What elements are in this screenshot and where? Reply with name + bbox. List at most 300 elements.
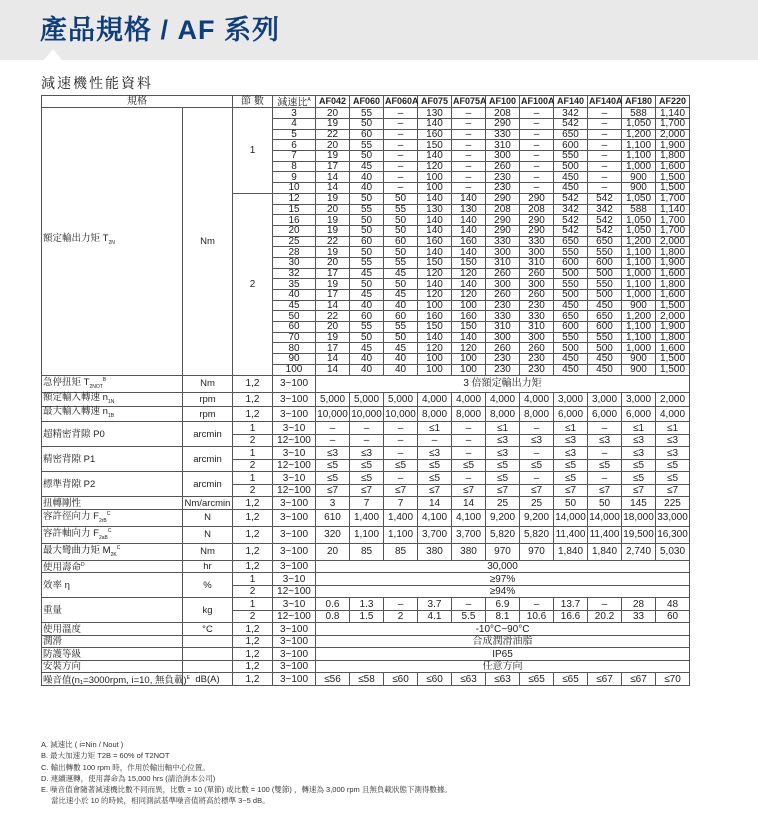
- value-cell-af100a: –: [520, 598, 554, 611]
- ratio-cell: 12~100: [273, 484, 316, 497]
- header-model-af075: AF075: [418, 96, 452, 108]
- value-cell-af075a: 5.5: [452, 610, 486, 623]
- spec-label-subscript: 2K: [110, 551, 117, 558]
- value-cell-af140a: 500: [588, 343, 622, 354]
- value-cell-af100: 300: [486, 279, 520, 290]
- value-cell-af042: 14: [316, 183, 350, 194]
- value-cell-af220: 1,600: [656, 161, 690, 172]
- value-cell-af100a: –: [520, 472, 554, 485]
- value-cell-af060: ≤58: [350, 673, 384, 686]
- spec-label-text: 額定輸出力矩 T: [43, 233, 109, 245]
- value-cell-af180: ≤7: [622, 484, 656, 497]
- spec-label: [42, 509, 183, 526]
- value-cell-af060: 10,000: [351, 408, 382, 420]
- value-cell-af180: 1,100: [622, 332, 656, 343]
- value-cell-af100: 230: [486, 183, 520, 194]
- value-cell-af180: 1,100: [622, 257, 656, 268]
- value-cell-af180: 145: [622, 497, 656, 510]
- value-cell-af220: 2,000: [656, 236, 690, 247]
- spec-unit: Nm/arcmin: [183, 497, 233, 510]
- spec-label-text: 防護等級: [43, 648, 82, 660]
- value-cell-af042: 20: [316, 257, 350, 268]
- value-cell-af140a: 650: [588, 236, 622, 247]
- value-cell-af140a: ≤5: [588, 459, 622, 472]
- value-cell-af075a: 4,000: [452, 392, 486, 407]
- spec-label: [42, 560, 183, 573]
- value-cell-af042: 19: [316, 225, 350, 236]
- ratio-cell: 3: [273, 108, 316, 119]
- value-cell-af220: 1,140: [656, 108, 690, 119]
- value-cell-af075a: –: [452, 119, 486, 130]
- stage-cell: 1: [233, 472, 273, 485]
- value-cell-af042: 610: [316, 509, 350, 526]
- value-cell-af100: 330: [486, 129, 520, 140]
- spec-label-text: 安裝方向: [43, 661, 82, 673]
- value-cell-af075a: 140: [452, 279, 486, 290]
- value-cell-af100: 8,000: [486, 407, 520, 422]
- value-cell-af042: 20: [316, 322, 350, 333]
- stage-cell: 2: [233, 459, 273, 472]
- value-cell-af100a: ≤3: [520, 434, 554, 447]
- value-cell-af042: ≤56: [316, 673, 350, 686]
- value-cell-af060a: 55: [384, 322, 418, 333]
- ratio-cell: 6: [273, 140, 316, 151]
- header-ratio-label: 減速比: [277, 97, 308, 109]
- value-cell-af220: 1,800: [656, 151, 690, 162]
- value-cell-af220: 48: [656, 598, 690, 611]
- stage-cell: 1: [233, 573, 273, 586]
- value-cell-af180: 28: [622, 598, 656, 611]
- value-cell-af060a: 40: [384, 354, 418, 365]
- value-cell-af180: ≤1: [622, 422, 656, 435]
- ratio-cell: 5: [273, 129, 316, 140]
- table-row: [42, 422, 690, 435]
- value-cell-af100: 290: [486, 193, 520, 204]
- value-cell-af075a: 100: [452, 364, 486, 375]
- stage-cell: 1,2: [233, 392, 273, 407]
- value-cell-af060a: 85: [384, 543, 418, 560]
- table-row: [42, 598, 690, 611]
- table-row: [42, 635, 690, 648]
- value-cell-af220: 1,500: [656, 172, 690, 183]
- spec-label-subscript: 1N: [107, 398, 115, 405]
- value-cell-af060: 60: [350, 129, 384, 140]
- value-cell-af100: 230: [486, 354, 520, 365]
- value-cell-af220: 225: [656, 497, 690, 510]
- value-cell-af075: 140: [418, 119, 452, 130]
- ratio-cell: 3~100: [273, 392, 316, 407]
- spec-label-text: 效率 η: [43, 579, 70, 591]
- value-cell-af140: 650: [554, 236, 588, 247]
- value-cell-af075: 130: [418, 204, 452, 215]
- header-model-af100: AF100: [486, 96, 520, 108]
- value-cell-af060a: 45: [384, 343, 418, 354]
- value-cell-af075: 120: [418, 290, 452, 301]
- value-cell-af220: 1,800: [656, 247, 690, 258]
- value-cell-af100a: 260: [520, 343, 554, 354]
- value-cell-af060a: 55: [384, 257, 418, 268]
- value-cell-af100: 310: [486, 140, 520, 151]
- value-cell-af180: 900: [622, 300, 656, 311]
- value-cell-af075: 120: [418, 268, 452, 279]
- value-cell-af060: 1,100: [350, 526, 384, 543]
- value-cell-af140a: 600: [588, 322, 622, 333]
- value-cell-af140: 542: [554, 215, 588, 226]
- ratio-cell: 8: [273, 161, 316, 172]
- value-cell-af100a: 5,820: [520, 526, 554, 543]
- value-cell-af180: 6,000: [622, 407, 656, 422]
- value-cell-af075: 160: [418, 129, 452, 140]
- value-cell-af100a: –: [520, 108, 554, 119]
- value-cell-af075: 150: [418, 140, 452, 151]
- value-cell-af060a: 1,100: [384, 526, 418, 543]
- value-cell-af042: 20: [316, 543, 350, 560]
- table-row: [42, 392, 690, 407]
- value-cell-af100: 310: [486, 257, 520, 268]
- value-cell-af075a: 130: [452, 204, 486, 215]
- value-cell-af060: 55: [350, 204, 384, 215]
- value-cell-af140a: 600: [588, 257, 622, 268]
- value-cell-af100a: 300: [520, 247, 554, 258]
- value-cell-af100a: ≤7: [520, 484, 554, 497]
- stage-cell: 2: [233, 434, 273, 447]
- value-cell-af140: ≤5: [554, 472, 588, 485]
- value-cell-af100: ≤3: [486, 447, 520, 460]
- value-cell-af140: 14,000: [554, 509, 588, 526]
- spec-label: [42, 660, 183, 673]
- table-row: [42, 108, 690, 119]
- value-cell-af100: 8.1: [486, 610, 520, 623]
- footnote-ref: E: [186, 674, 190, 681]
- value-cell-af220: ≤70: [656, 673, 690, 686]
- value-cell-af060a: 50: [384, 279, 418, 290]
- header-ratio: [273, 96, 316, 108]
- value-cell-af100a: 290: [520, 225, 554, 236]
- spec-label-text: 標準背隙 P2: [43, 478, 96, 490]
- value-cell-af100: 6.9: [486, 598, 520, 611]
- stage-cell: 1,2: [233, 543, 273, 560]
- value-cell-af100: 260: [486, 268, 520, 279]
- ratio-cell: 40: [273, 290, 316, 301]
- value-cell-af220: 1,500: [656, 183, 690, 194]
- value-cell-af060: 40: [350, 364, 384, 375]
- value-cell-af180: 1,100: [622, 247, 656, 258]
- value-cell-af060a: 55: [384, 204, 418, 215]
- table-row: [42, 509, 690, 526]
- value-cell-af100a: 260: [520, 290, 554, 301]
- value-cell-af140: 550: [554, 151, 588, 162]
- ratio-cell: 3~100: [273, 623, 316, 636]
- footnote-ref: C: [107, 527, 112, 534]
- value-cell-af220: 1,500: [656, 364, 690, 375]
- value-cell-af140: 450: [554, 364, 588, 375]
- value-cell-af075a: –: [452, 161, 486, 172]
- spec-unit: kg: [183, 598, 233, 623]
- value-cell-af180: 1,000: [622, 161, 656, 172]
- value-cell-af075: 4,000: [418, 392, 452, 407]
- value-cell-af100: 330: [486, 236, 520, 247]
- spec-label: [42, 623, 183, 636]
- value-cell-af100: 300: [486, 151, 520, 162]
- spec-unit: %: [183, 573, 233, 598]
- value-cell-af075: 4,100: [418, 509, 452, 526]
- stage-cell: 1,2: [233, 560, 273, 573]
- value-cell-af140a: 500: [588, 290, 622, 301]
- spec-unit: rpm: [183, 392, 233, 407]
- value-cell-af075: 160: [418, 236, 452, 247]
- value-cell-af140: 500: [554, 161, 588, 172]
- value-cell-af140: ≤7: [554, 484, 588, 497]
- header-model-af140: AF140: [554, 96, 588, 108]
- spec-unit: rpm: [183, 407, 233, 422]
- ratio-cell: 3~100: [273, 543, 316, 560]
- header-model-af140a: AF140A: [589, 96, 623, 107]
- value-cell-af075: 140: [418, 151, 452, 162]
- value-cell-af180: ≤5: [622, 459, 656, 472]
- value-cell-af075a: 140: [452, 215, 486, 226]
- table-row: [42, 560, 690, 573]
- value-cell-af100a: 330: [520, 236, 554, 247]
- value-cell-af140a: ≤3: [588, 434, 622, 447]
- value-cell-af220: 1,800: [656, 279, 690, 290]
- value-cell-af060: 40: [350, 354, 384, 365]
- value-cell-af042: 14: [316, 364, 350, 375]
- value-cell-af140: 542: [554, 119, 588, 130]
- value-cell-af140: 550: [554, 247, 588, 258]
- value-cell-af075a: ≤7: [452, 484, 486, 497]
- spec-unit: N: [183, 509, 233, 526]
- value-cell-af075: ≤7: [418, 484, 452, 497]
- value-cell-af075: 120: [418, 161, 452, 172]
- value-cell-af180: 900: [622, 172, 656, 183]
- value-cell-af100a: 310: [520, 322, 554, 333]
- value-cell-af180: 33: [622, 610, 656, 623]
- value-cell-af075: 160: [418, 311, 452, 322]
- spec-label: [42, 598, 183, 623]
- value-cell-af075a: –: [452, 422, 486, 435]
- value-cell-af075a: 120: [452, 290, 486, 301]
- value-cell-af220: 1,900: [656, 322, 690, 333]
- ratio-cell: 4: [273, 119, 316, 130]
- value-cell-af060a: –: [384, 172, 418, 183]
- value-cell-af180: 1,000: [622, 343, 656, 354]
- value-cell-af075a: 150: [452, 257, 486, 268]
- header-model-af180: AF180: [622, 96, 656, 108]
- table-row: [42, 673, 690, 686]
- value-cell-af100a: 230: [520, 364, 554, 375]
- value-cell-af220: 1,600: [656, 343, 690, 354]
- value-cell-af075: 140: [418, 225, 452, 236]
- value-cell-af140: 550: [554, 332, 588, 343]
- value-cell-af060: 40: [350, 300, 384, 311]
- ratio-cell: 3~10: [273, 447, 316, 460]
- value-cell-af180: 900: [622, 364, 656, 375]
- value-cell-af042: 5,000: [316, 392, 350, 407]
- value-cell-af075: 14: [418, 497, 452, 510]
- stage-cell: 1,2: [233, 375, 273, 392]
- value-cell-af075a: –: [452, 108, 486, 119]
- value-cell-af140a: 20.2: [588, 610, 622, 623]
- value-cell-af220: ≤3: [656, 434, 690, 447]
- ratio-cell: 3~100: [273, 560, 316, 573]
- value-cell-af075: ≤1: [418, 422, 452, 435]
- value-cell-af060a: –: [384, 598, 418, 611]
- value-cell-af140a: 650: [588, 311, 622, 322]
- value-cell-af140a: ≤7: [588, 484, 622, 497]
- spec-label-text: 噪音值(n₁=3000rpm, i=10, 無負載): [43, 674, 187, 686]
- value-cell-af220: 2,000: [656, 129, 690, 140]
- value-cell-af060: 50: [350, 119, 384, 130]
- ratio-cell: 7: [273, 151, 316, 162]
- value-cell-af060a: –: [384, 151, 418, 162]
- value-cell-af060a: 50: [384, 332, 418, 343]
- value-cell-af180: 588: [622, 204, 656, 215]
- ratio-cell: 3~100: [273, 407, 316, 422]
- value-cell-af220: 1,900: [656, 140, 690, 151]
- value-cell-af042: 19: [316, 119, 350, 130]
- value-cell-af060a: –: [384, 472, 418, 485]
- header-model-af220: AF220: [656, 96, 690, 108]
- value-cell-af075a: –: [452, 140, 486, 151]
- value-cell-af042: 10,000: [317, 408, 348, 420]
- table-row: [42, 447, 690, 460]
- value-cell-af060: –: [350, 422, 384, 435]
- spanned-value-cell: 30,000: [316, 560, 690, 573]
- value-cell-af140: 50: [554, 497, 588, 510]
- spec-label: [42, 635, 183, 648]
- value-cell-af060a: –: [384, 447, 418, 460]
- value-cell-af042: ≤5: [316, 459, 350, 472]
- value-cell-af060: 50: [350, 151, 384, 162]
- value-cell-af075a: –: [452, 598, 486, 611]
- value-cell-af140a: –: [588, 119, 622, 130]
- value-cell-af180: 1,200: [622, 311, 656, 322]
- value-cell-af075: 140: [418, 332, 452, 343]
- footnote-ref: C: [116, 544, 121, 551]
- value-cell-af140: 11,400: [554, 526, 588, 543]
- value-cell-af060: 55: [350, 257, 384, 268]
- table-row: [42, 407, 690, 422]
- value-cell-af140: ≤1: [554, 422, 588, 435]
- value-cell-af100: 330: [486, 311, 520, 322]
- value-cell-af060: ≤3: [350, 447, 384, 460]
- value-cell-af220: 1,700: [656, 225, 690, 236]
- value-cell-af060: ≤5: [350, 472, 384, 485]
- section-title: 減速機性能資料: [41, 75, 153, 91]
- spec-unit: Nm: [183, 375, 233, 392]
- stage-cell: 2: [233, 193, 273, 375]
- spec-unit: arcmin: [183, 472, 233, 497]
- value-cell-af140: 542: [554, 193, 588, 204]
- ratio-cell: 80: [273, 343, 316, 354]
- value-cell-af075: ≤5: [418, 459, 452, 472]
- value-cell-af220: 5,030: [656, 543, 690, 560]
- spanned-value-cell: IP65: [316, 648, 690, 661]
- table-row: [42, 472, 690, 485]
- footnote-line: E. 噪音值會隨著減速機比數不同而異，比數 = 10 (單節) 或比數 = 100 (雙節) ，轉速為 3,000 rpm 且無負載狀態下測得數據。: [41, 785, 452, 795]
- value-cell-af100a: 25: [520, 497, 554, 510]
- value-cell-af140a: –: [588, 161, 622, 172]
- value-cell-af180: 1,100: [622, 151, 656, 162]
- value-cell-af042: 17: [316, 268, 350, 279]
- ratio-cell: 12~100: [273, 459, 316, 472]
- ratio-cell: 3~10: [273, 422, 316, 435]
- spec-label: [42, 673, 190, 686]
- ratio-cell: 3~100: [273, 635, 316, 648]
- value-cell-af180: 1,100: [622, 279, 656, 290]
- value-cell-af075a: 8,000: [452, 407, 486, 422]
- ratio-cell: 28: [273, 247, 316, 258]
- value-cell-af180: 1,000: [622, 268, 656, 279]
- value-cell-af060a: –: [384, 183, 418, 194]
- ratio-cell: 3~100: [273, 497, 316, 510]
- value-cell-af075a: –: [452, 447, 486, 460]
- value-cell-af075: 150: [418, 257, 452, 268]
- value-cell-af060a: 50: [384, 215, 418, 226]
- value-cell-af180: 1,050: [622, 225, 656, 236]
- value-cell-af060: 50: [350, 225, 384, 236]
- value-cell-af100a: –: [520, 422, 554, 435]
- value-cell-af060: 50: [350, 279, 384, 290]
- ratio-cell: 3~100: [273, 673, 316, 686]
- value-cell-af100: 290: [486, 215, 520, 226]
- value-cell-af220: 60: [656, 610, 690, 623]
- value-cell-af100a: 300: [520, 279, 554, 290]
- value-cell-af140: 450: [554, 183, 588, 194]
- value-cell-af060: 50: [350, 193, 384, 204]
- ratio-cell: 3~100: [273, 375, 316, 392]
- value-cell-af075a: 4,100: [452, 509, 486, 526]
- value-cell-af060: 45: [350, 290, 384, 301]
- ratio-cell: 12~100: [273, 434, 316, 447]
- header-stage: 節 數: [233, 96, 273, 108]
- value-cell-af075: 380: [418, 543, 452, 560]
- value-cell-af180: ≤5: [622, 472, 656, 485]
- value-cell-af075: 140: [418, 193, 452, 204]
- value-cell-af100: ≤63: [486, 673, 520, 686]
- value-cell-af140: 342: [554, 108, 588, 119]
- spec-label: [42, 422, 183, 447]
- stage-cell: 1,2: [233, 673, 273, 686]
- value-cell-af140a: –: [588, 422, 622, 435]
- value-cell-af100: 4,000: [486, 392, 520, 407]
- value-cell-af075: 100: [418, 364, 452, 375]
- value-cell-af075a: –: [452, 472, 486, 485]
- value-cell-af100: 290: [486, 225, 520, 236]
- value-cell-af042: 320: [316, 526, 350, 543]
- value-cell-af220: 33,000: [656, 509, 690, 526]
- value-cell-af180: 588: [622, 108, 656, 119]
- value-cell-af100a: 208: [520, 204, 554, 215]
- value-cell-af060: –: [350, 434, 384, 447]
- value-cell-af140a: 450: [588, 300, 622, 311]
- footnote-ref: B: [102, 376, 107, 383]
- value-cell-af060: 45: [350, 161, 384, 172]
- page-title: 產品規格 / AF 系列: [40, 15, 280, 45]
- value-cell-af100a: –: [520, 172, 554, 183]
- footnotes: [41, 739, 452, 807]
- value-cell-af140a: 550: [588, 332, 622, 343]
- value-cell-af075: 140: [418, 279, 452, 290]
- value-cell-af060: 50: [350, 332, 384, 343]
- value-cell-af060: 1.5: [350, 610, 384, 623]
- value-cell-af075a: –: [452, 434, 486, 447]
- spanned-value-cell: 任意方向: [316, 660, 690, 673]
- value-cell-af220: 4,000: [656, 407, 690, 422]
- value-cell-af180: 19,500: [622, 526, 656, 543]
- spec-label: [42, 472, 183, 497]
- value-cell-af220: ≤3: [656, 447, 690, 460]
